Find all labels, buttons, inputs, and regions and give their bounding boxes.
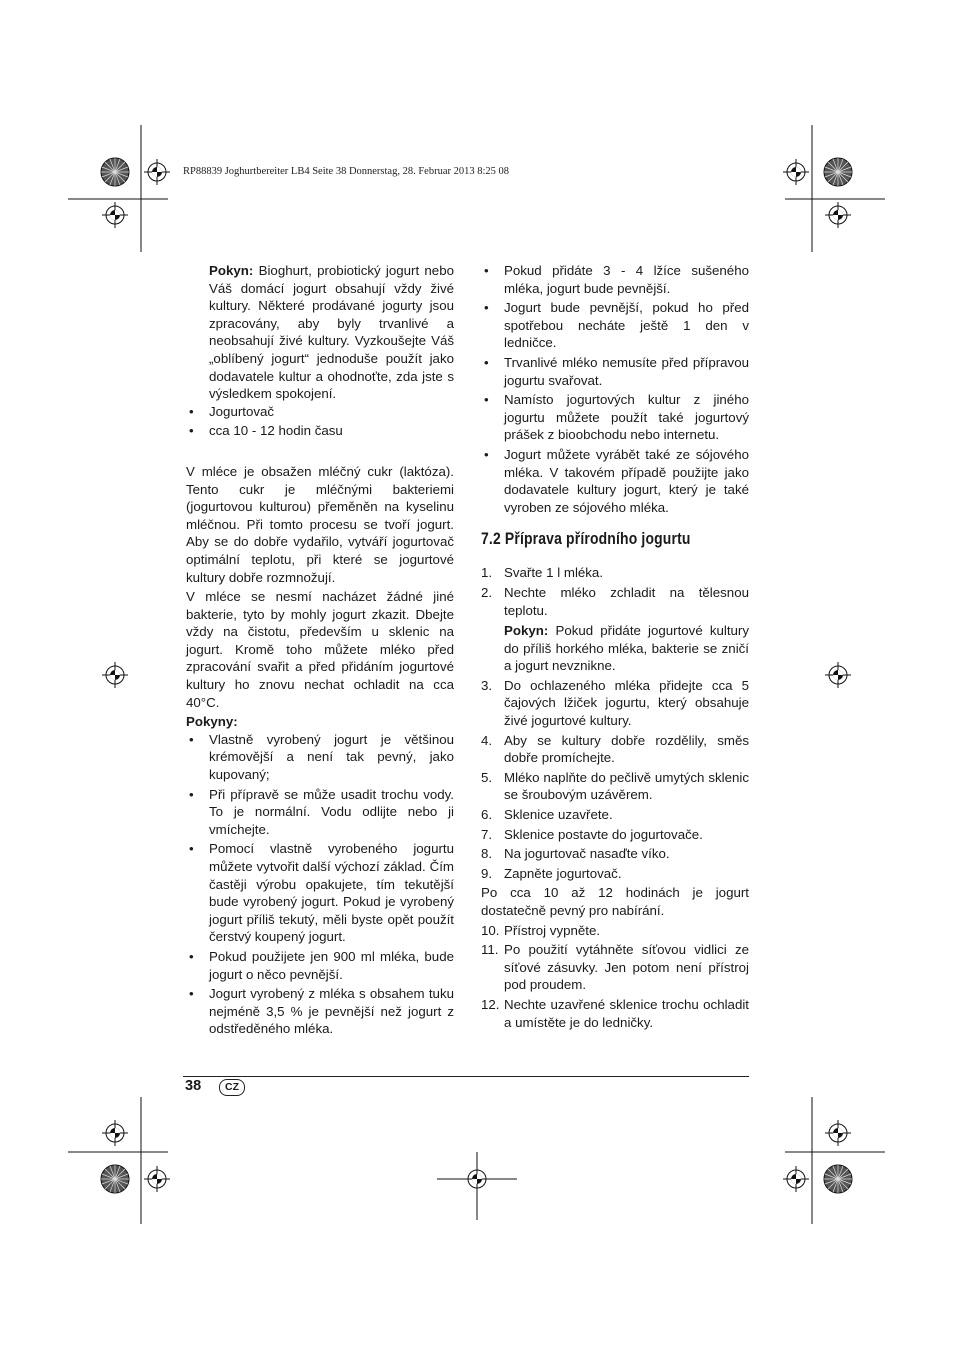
note-block bbox=[209, 262, 454, 403]
step-item bbox=[481, 677, 749, 730]
footer-rule bbox=[183, 1076, 749, 1077]
step-text: Zapněte jogurtovač. bbox=[504, 865, 622, 881]
step-item bbox=[481, 732, 749, 767]
step-item bbox=[481, 806, 749, 824]
step-number: 4. bbox=[481, 732, 493, 748]
list-item: • Pokud přidáte 3 - 4 lžíce sušeného mléka, jogurt bude pevnější. bbox=[481, 262, 749, 297]
list-item: • Trvanlivé mléko nemusíte před přípravou jogurtu svařovat. bbox=[481, 354, 749, 389]
list-item: • Pokud použijete jen 900 ml mléka, bude jogurt o něco pevnější. bbox=[186, 948, 454, 983]
step-number: 12. bbox=[481, 996, 500, 1012]
step-number: 5. bbox=[481, 769, 493, 785]
step-text: Po použití vytáhněte síťovou vidlici ze síťové zásuvky. Jen potom není přístroj pod proudem. bbox=[504, 942, 749, 993]
step-number: 10. bbox=[481, 922, 500, 938]
step-text: Na jogurtovač nasaďte víko. bbox=[504, 846, 670, 862]
list-item: • Při přípravě se může usadit trochu vody. To je normální. Vodu odlijte nebo ji vmíchejte. bbox=[186, 786, 454, 839]
step-number: 8. bbox=[481, 846, 493, 862]
list-item: • cca 10 - 12 hodin času bbox=[186, 422, 454, 440]
list-item: • Namísto jogurtových kultur z jiného jogurtu můžete použít také jogurtový prášek z bioobchodu nebo internetu. bbox=[481, 391, 749, 444]
step-item bbox=[481, 826, 749, 844]
language-badge: CZ bbox=[219, 1079, 245, 1096]
paragraph: V mléce se nesmí nacházet žádné jiné bakterie, tyto by mohly jogurt zkazit. Dbejte vždy na čistotu, především u sklenic na jogurt. Kromě toho můžete mléko před zpracování svařit a před přidáním jogurtové kultury ho znovu nechat ochladit na cca 40°C. bbox=[186, 589, 454, 710]
step-number: 3. bbox=[481, 677, 493, 693]
step-text: Mléko naplňte do pečlivě umytých sklenic se šroubovým uzávěrem. bbox=[504, 769, 749, 803]
step-text: Svařte 1 l mléka. bbox=[504, 565, 604, 581]
list-item: • Jogurt můžete vyrábět také ze sójového mléka. V takovém případě použijte jako dodavatele kultury jogurt, který je také vyroben ze sójového mléka. bbox=[481, 446, 749, 516]
note-text: Pokud přidáte jogurtové kultury do příliš horkého mléka, bakterie se zničí a jogurt nevznikne. bbox=[504, 623, 749, 674]
note-label: Pokyn: bbox=[504, 623, 549, 639]
note-text: Bioghurt, probiotický jogurt nebo Váš domácí jogurt obsahují vždy živé kultury. Některé prodávané jogurty jsou zpracovány, aby byly trvanlivé a neobsahují živé kultury. Vyzkoušejte Váš „oblíbený jogurt“ jednoduše použít jako dodavatele kultur a ohodnoťte, zda jste s výsledkem spokojení. bbox=[209, 263, 454, 402]
step-text: Do ochlazeného mléka přidejte cca 5 čajových lžiček jogurtu, který obsahuje živé jogurtové kultury. bbox=[504, 677, 749, 729]
steps-list-continued bbox=[481, 922, 749, 1032]
list-item: • Jogurt vyrobený z mléka s obsahem tuku nejméně 3,5 % je pevnější než jogurt z odstředěného mléka. bbox=[186, 985, 454, 1038]
step-text: Sklenice postavte do jogurtovače. bbox=[504, 826, 703, 842]
needs-list bbox=[186, 403, 454, 440]
after-steps-text: Po cca 10 až 12 hodinách je jogurt dostatečně pevný pro nabírání. bbox=[481, 885, 749, 918]
tips-heading: Pokyny: bbox=[186, 714, 238, 730]
tips-list-continued bbox=[481, 262, 749, 516]
step-text: Nechte uzavřené sklenice trochu ochladit a umístěte je do ledničky. bbox=[504, 996, 749, 1030]
step-item bbox=[481, 845, 749, 863]
left-column bbox=[186, 262, 454, 1040]
step-text: Nechte mléko zchladit na tělesnou teplotu. bbox=[504, 584, 749, 618]
steps-list bbox=[481, 564, 749, 882]
section-title: 7.2 Příprava přírodního jogurtu bbox=[481, 529, 691, 549]
step-item bbox=[481, 996, 749, 1031]
right-column bbox=[481, 262, 749, 1033]
step-number: 9. bbox=[481, 865, 493, 881]
list-item: • Jogurt bude pevnější, pokud ho před spotřebou necháte ještě 1 den v ledničce. bbox=[481, 299, 749, 352]
tips-list bbox=[186, 731, 454, 1038]
step-note bbox=[504, 622, 749, 675]
step-text: Aby se kultury dobře rozdělily, směs dobře promíchejte. bbox=[504, 732, 749, 766]
step-item bbox=[481, 941, 749, 994]
step-item bbox=[481, 769, 749, 804]
step-item bbox=[481, 584, 749, 675]
step-text: Sklenice uzavřete. bbox=[504, 807, 613, 823]
list-item: • Vlastně vyrobený jogurt je většinou krémovější a není tak pevný, jako kupovaný; bbox=[186, 731, 454, 784]
step-item bbox=[481, 564, 749, 582]
step-item bbox=[481, 865, 749, 883]
step-text: Přístroj vypněte. bbox=[504, 922, 601, 938]
print-slug: RP88839 Joghurtbereiter LB4 Seite 38 Donnerstag, 28. Februar 2013 8:25 08 bbox=[183, 166, 510, 177]
step-item bbox=[481, 922, 749, 940]
list-item: • Pomocí vlastně vyrobeného jogurtu můžete vytvořit další výchozí základ. Čím častěji výrobu opakujete, tím tekutější bude vyrobený jogurt. Pokud je vyrobený jogurt příliš tekutý, měli byste opět použít čerstvý koupený jogurt. bbox=[186, 840, 454, 946]
step-number: 2. bbox=[481, 584, 493, 600]
step-number: 7. bbox=[481, 826, 493, 842]
page-number: 38 bbox=[185, 1078, 202, 1094]
paragraph: V mléce je obsažen mléčný cukr (laktóza). Tento cukr je mléčnými bakteriemi (jogurtovou kulturou) přeměněn na kyselinu mléčnou. Při tomto procesu se tvoří jogurt. Aby se do dobře vydařilo, vytváří jogurtovač optimální teplotu, při které se jogurtové kultury dobře rozmnožují. bbox=[186, 463, 454, 585]
list-item: • Jogurtovač bbox=[186, 403, 454, 421]
note-label: Pokyn: bbox=[209, 263, 254, 278]
step-number: 6. bbox=[481, 807, 493, 823]
step-number: 1. bbox=[481, 565, 493, 581]
step-number: 11. bbox=[481, 942, 499, 958]
